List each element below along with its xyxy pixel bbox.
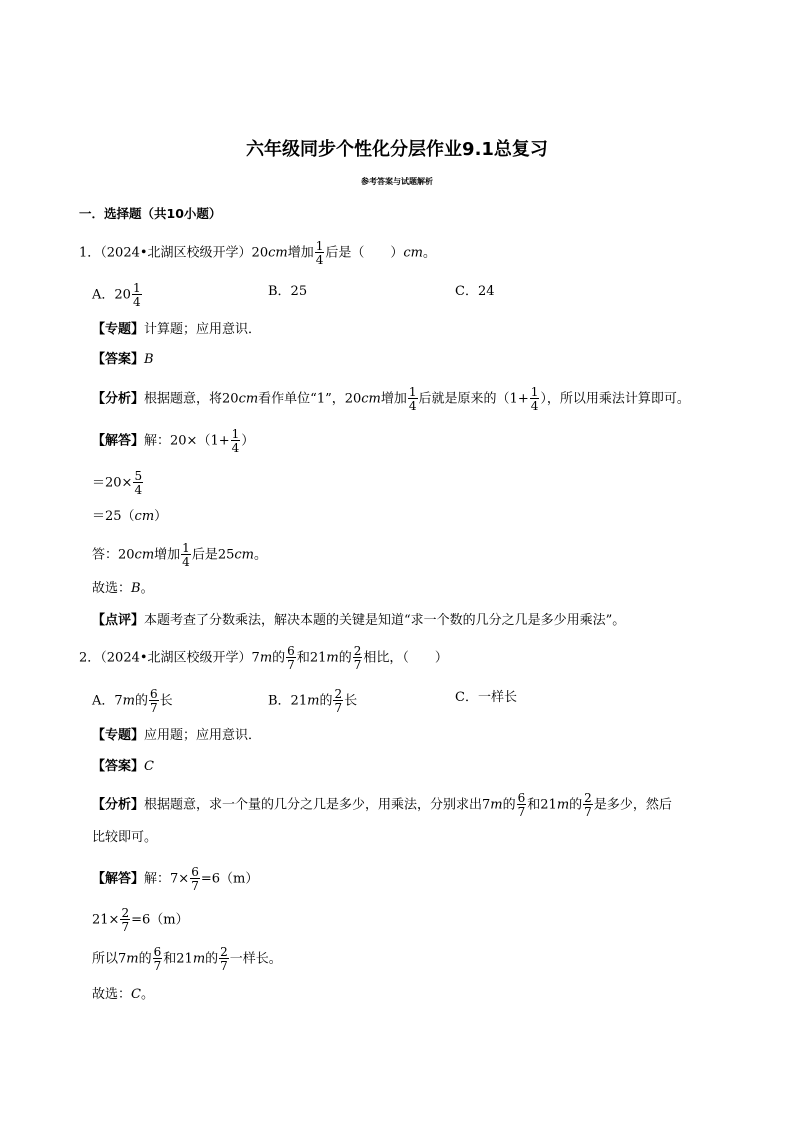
q1-final-answer: 答：20cm增加 $\frac{1}{4}$ 后是25cm。: [92, 541, 267, 569]
fraction: $\frac{2}{7}$: [353, 644, 362, 672]
fraction: $\frac{1}{4}$: [182, 541, 190, 569]
q2-option-a: A．7m的 $\frac{6}{7}$ 长: [92, 687, 173, 715]
q1-option-b: B．25: [268, 284, 308, 299]
fraction: $\frac{1}{4}$: [231, 427, 240, 455]
q2-choice: 故选：C。: [92, 987, 154, 1002]
q2-conclusion: 所以7m的 $\frac{6}{7}$ 和21m的 $\frac{2}{7}$ 一样长。: [92, 945, 282, 973]
fraction: $\frac{2}{7}$: [334, 687, 343, 715]
q2-analysis: 【分析】根据题意，求一个量的几分之几是多少，用乘法，分别求出7m的 $\frac{6}{7}$ 和21m的 $\frac{2}{7}$ 是多少，然后: [92, 791, 672, 819]
fraction: $\frac{5}{4}$: [134, 469, 143, 497]
q1-analysis: 【分析】根据题意，将20cm看作单位“1”，20cm增加 $\frac{1}{4}$ 后就是原来的（1+ $\frac{1}{4}$ ），所以用乘法计算即可。: [92, 385, 690, 413]
q1-option-c: C．24: [455, 284, 495, 299]
q2-zhuanti: 【专题】应用题；应用意识．: [92, 728, 262, 743]
q1-choice: 故选：B。: [92, 581, 154, 596]
fraction: $\frac{2}{7}$: [121, 906, 130, 934]
fraction: $\frac{6}{7}$: [191, 865, 199, 893]
q1-solution: 【解答】解：20×（1+ $\frac{1}{4}$ ）: [92, 427, 255, 455]
q1-step-2: ＝20× $\frac{5}{4}$: [92, 469, 143, 497]
section-heading: 一．选择题（共10小题）: [79, 206, 222, 221]
q2-solution: 【解答】解：7× $\frac{6}{7}$ =6（m）: [92, 865, 259, 893]
q2-number: 2．: [79, 650, 101, 666]
page-subtitle: 参考答案与试题解析: [361, 177, 433, 186]
fraction: $\frac{6}{7}$: [153, 945, 162, 973]
q1-answer: 【答案】B: [92, 352, 154, 367]
fraction: $\frac{6}{7}$: [517, 791, 526, 819]
fraction: $\frac{6}{7}$: [150, 687, 158, 715]
fraction: $\frac{6}{7}$: [287, 644, 295, 672]
q2-answer: 【答案】C: [92, 759, 154, 774]
q2-stem: 2．（2024•北湖区校级开学）7m的 $\frac{6}{7}$ 和21m的 $\frac{2}{7}$ 相比，（ ）: [79, 644, 448, 672]
q1-comment: 【点评】本题考查了分数乘法，解决本题的关键是知道“求一个数的几分之几是多少用乘法”。: [92, 613, 626, 628]
q1-step-3: ＝25（cm）: [92, 509, 168, 524]
q1-option-a: A．20 $\frac{1}{4}$: [92, 281, 141, 309]
q2-analysis-cont: 比较即可。: [92, 830, 158, 845]
fraction: $\frac{2}{7}$: [584, 791, 592, 819]
q1-source: （2024•北湖区校级开学）: [100, 245, 252, 261]
page-title: 六年级同步个性化分层作业9.1总复习: [246, 139, 548, 160]
fraction: $\frac{1}{4}$: [315, 239, 324, 267]
q1-stem: 1．（2024•北湖区校级开学）20cm增加 $\frac{1}{4}$ 后是（ ）cm。: [79, 239, 436, 267]
q1-number: 1．: [79, 245, 101, 261]
fraction: $\frac{1}{4}$: [132, 281, 141, 309]
q2-source: （2024•北湖区校级开学）: [100, 650, 252, 666]
fraction: $\frac{1}{4}$: [408, 385, 417, 413]
q2-option-c: C．一样长: [455, 690, 517, 705]
q2-step-2: 21× $\frac{2}{7}$ =6（m）: [92, 906, 189, 934]
fraction: $\frac{2}{7}$: [220, 945, 228, 973]
fraction: $\frac{1}{4}$: [530, 385, 539, 413]
q1-zhuanti: 【专题】计算题；应用意识．: [92, 322, 262, 337]
q2-option-b: B．21m的 $\frac{2}{7}$ 长: [268, 687, 358, 715]
